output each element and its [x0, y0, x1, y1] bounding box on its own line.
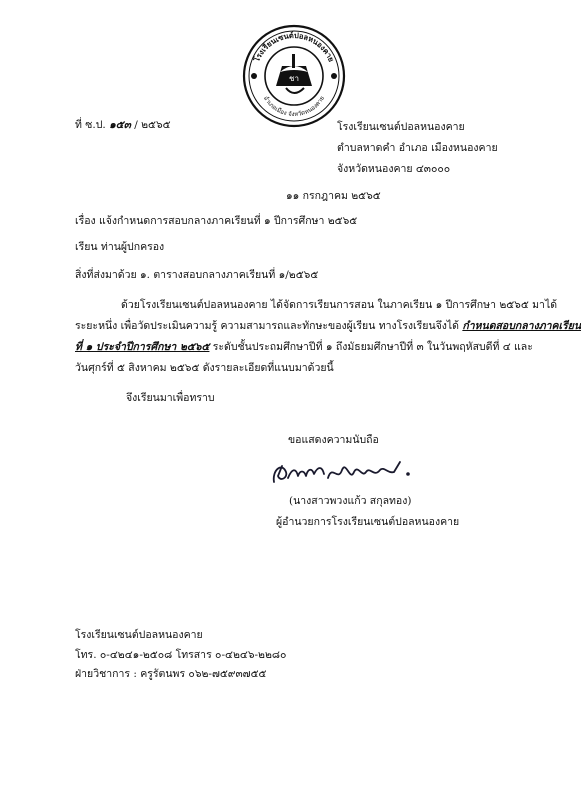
- footer-department: ฝ่ายวิชาการ : ครูรัตนพร ๐๖๒-๗๕๙๓๗๕๕: [75, 668, 267, 680]
- body-line-3: [75, 340, 533, 354]
- signatory-title: ผู้อำนวยการโรงเรียนเซนต์ปอลหนองคาย: [276, 516, 460, 528]
- doc-no-prefix: ที่ ซ.ป.: [75, 119, 106, 131]
- body-line-4: วันศุกร์ที่ ๕ สิงหาคม ๒๕๖๕ ดังรายละเอียดที่แนบมาด้วยนี้: [75, 362, 334, 374]
- body-line-1: ด้วยโรงเรียนเซนต์ปอลหนองคาย ได้จัดการเรียนการสอน ในภาคเรียน ๑ ปีการศึกษา ๒๕๖๕ มาได้: [121, 299, 558, 311]
- footer-org-name: โรงเรียนเซนต์ปอลหนองคาย: [75, 629, 203, 641]
- seal-emblem-text: ชา: [289, 74, 299, 83]
- body-highlight-2: ที่ ๑ ประจำปีการศึกษา ๒๕๖๕: [75, 341, 210, 353]
- body-line-2: [75, 319, 581, 333]
- body-line-3-text: ระดับชั้นประถมศึกษาปีที่ ๑ ถึงมัธยมศึกษาปีที่ ๓ ในวันพฤหัสบดีที่ ๔ และ: [209, 341, 533, 353]
- body-line-2-text: ระยะหนึ่ง เพื่อวัดประเมินความรู้ ความสามารถและทักษะของผู้เรียน ทางโรงเรียนจึงได้: [75, 320, 463, 332]
- sender-address-line-1: ตำบลหาดคำ อำเภอ เมืองหนองคาย: [337, 142, 498, 154]
- letter-enclosure: สิ่งที่ส่งมาด้วย ๑. ตารางสอบกลางภาคเรียนที่ ๑/๒๕๖๕: [75, 269, 319, 281]
- school-seal-icon: [242, 24, 346, 128]
- document-number: [75, 118, 171, 132]
- letter-salutation: เรียน ท่านผู้ปกครอง: [75, 241, 165, 253]
- regards: ขอแสดงความนับถือ: [288, 434, 379, 446]
- letter-date: ๑๑ กรกฎาคม ๒๕๖๕: [286, 190, 381, 202]
- footer-phone: โทร. ๐-๔๒๔๑-๒๕๐๘ โทรสาร ๐-๔๒๔๖-๒๒๘๐: [75, 649, 287, 661]
- seal-bottom-text: อำเภอเมือง จังหวัดหนองคาย: [261, 94, 327, 119]
- body-highlight-1: กำหนดสอบกลางภาคเรียน: [462, 320, 581, 332]
- letter-subject: เรื่อง แจ้งกำหนดการสอบกลางภาคเรียนที่ ๑ ปีการศึกษา ๒๕๖๕: [75, 215, 358, 227]
- closing-request: จึงเรียนมาเพื่อทราบ: [126, 392, 215, 404]
- signature-image: [268, 452, 418, 492]
- doc-no-number: ๑๕๓: [109, 119, 131, 131]
- seal-top-text: โรงเรียนเซนต์ปอลหนองคาย: [252, 30, 336, 64]
- doc-no-year: / ๒๕๖๕: [134, 119, 171, 131]
- sender-org-name: โรงเรียนเซนต์ปอลหนองคาย: [337, 121, 465, 133]
- signatory-name: (นางสาวพวงแก้ว สกุลทอง): [289, 495, 412, 507]
- sender-address-line-2: จังหวัดหนองคาย ๔๓๐๐๐: [337, 163, 451, 175]
